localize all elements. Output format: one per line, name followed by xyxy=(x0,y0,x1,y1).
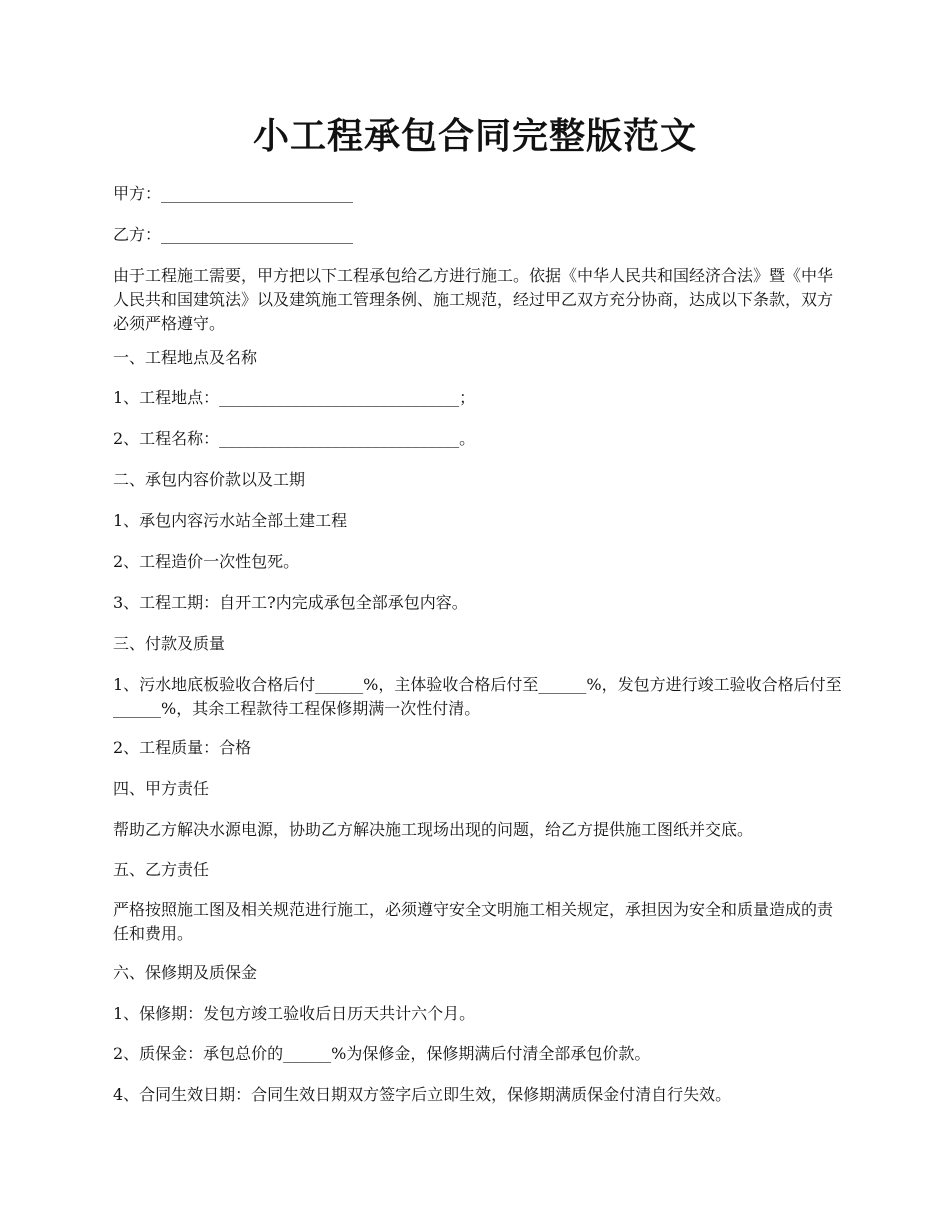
clause-1-1: 1、工程地点：______________________________； xyxy=(113,388,476,407)
party-a-line: 甲方：________________________ xyxy=(113,184,354,203)
section-heading-5: 五、乙方责任 xyxy=(113,860,210,879)
party-b-line: 乙方：________________________ xyxy=(113,225,354,244)
clause-2-3: 3、工程工期：自开工?内完成承包全部承包内容。 xyxy=(113,593,468,612)
clause-2-2: 2、工程造价一次性包死。 xyxy=(113,552,300,571)
document-title: 小工程承包合同完整版范文 xyxy=(252,115,697,157)
clause-6-2: 2、质保金：承包总价的______%为保修金，保修期满后付清全部承包价款。 xyxy=(113,1044,651,1063)
clause-3-1: 1、污水地底板验收合格后付______%，主体验收合格后付至______%，发包方进行竣工验收合格后付至______%，其余工程款待工程保修期满一次性付清。 xyxy=(113,675,842,718)
party-a-duties: 帮助乙方解决水源电源，协助乙方解决施工现场出现的问题，给乙方提供施工图纸并交底。 xyxy=(113,820,754,839)
clause-6-4: 4、合同生效日期：合同生效日期双方签字后立即生效，保修期满质保金付清自行失效。 xyxy=(113,1085,732,1104)
clause-3-2: 2、工程质量：合格 xyxy=(113,738,252,757)
section-heading-1: 一、工程地点及名称 xyxy=(113,348,258,367)
clause-1-2: 2、工程名称：______________________________。 xyxy=(113,429,476,448)
section-heading-4: 四、甲方责任 xyxy=(113,779,210,798)
section-heading-6: 六、保修期及质保金 xyxy=(113,963,258,982)
section-heading-2: 二、承包内容价款以及工期 xyxy=(113,470,306,489)
party-b-duties: 严格按照施工图及相关规范进行施工，必须遵守安全文明施工相关规定，承担因为安全和质量造成的责任和费用。 xyxy=(113,900,834,943)
intro-paragraph: 由于工程施工需要，甲方把以下工程承包给乙方进行施工。依据《中华人民共和国经济合法》暨《中华人民共和国建筑法》以及建筑施工管理条例、施工规范，经过甲乙双方充分协商，达成以下条款，双方必须严格遵守。 xyxy=(113,266,834,333)
clause-6-1: 1、保修期：发包方竣工验收后日历天共计六个月。 xyxy=(113,1004,476,1023)
clause-2-1: 1、承包内容污水站全部土建工程 xyxy=(113,511,348,530)
section-heading-3: 三、付款及质量 xyxy=(113,634,226,653)
